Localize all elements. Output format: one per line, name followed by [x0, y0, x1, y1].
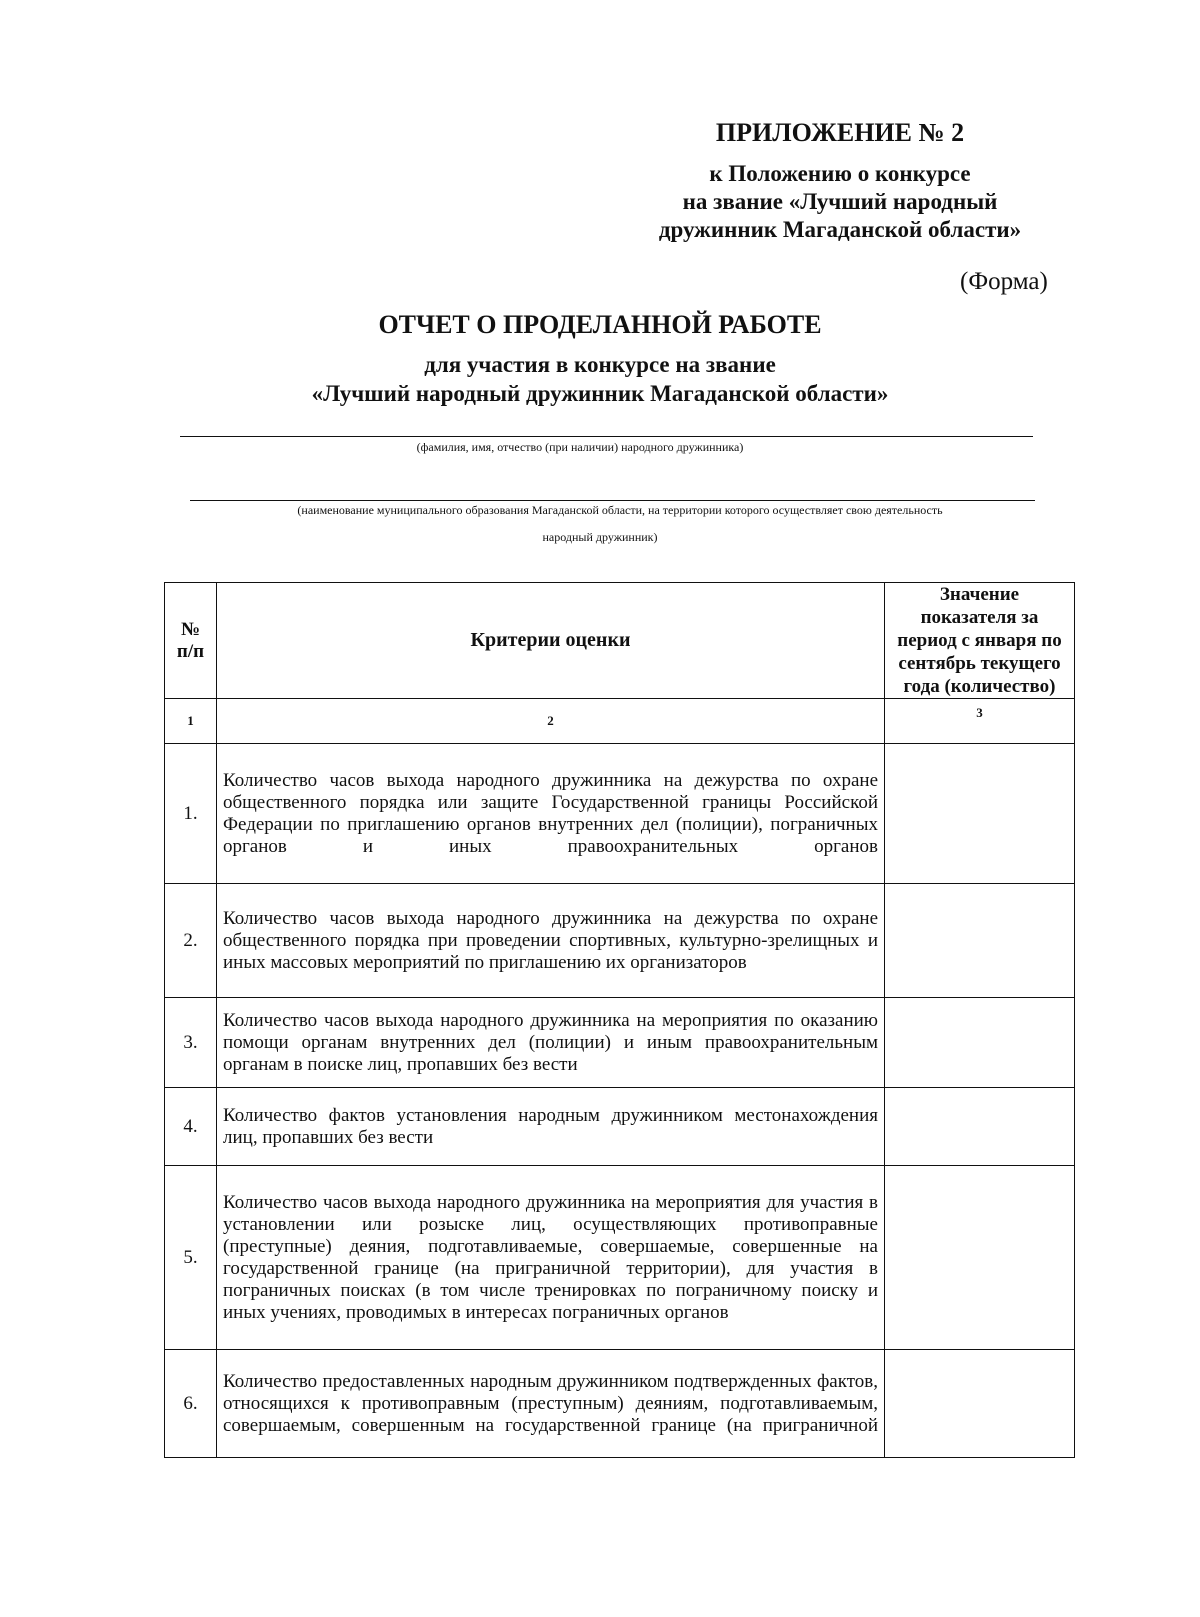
table-header-row [165, 583, 1075, 699]
row-criterion: Количество часов выхода народного дружинника на мероприятия для участия в установлении или розыске лиц, осуществляющих противоправные (преступные) деяния, подготавливаемые, совершаемые, совершенные на государственной границе (на приграничной территории), для участия в пограничных поисках (в том числе тренировках по пограничному поиску и иных учениях, проводимых в интересах пограничных органов [217, 1166, 885, 1350]
report-subtitle [200, 350, 1000, 408]
row-criterion: Количество предоставленных народным дружинником подтвержденных фактов, относящихся к противоправным (преступным) деяниям, подготавливаемым, совершаемым, совершенным на государственной границе (на приграничной [217, 1350, 885, 1458]
row-number: 5. [165, 1166, 217, 1350]
row-number: 3. [165, 998, 217, 1088]
row-criterion: Количество часов выхода народного дружинника на мероприятия по оказанию помощи органам внутренних дел (полиции) и иным правоохранительным органам в поиске лиц, пропавших без вести [217, 998, 885, 1088]
report-subtitle-line-2: «Лучший народный дружинник Магаданской области» [311, 381, 889, 406]
row-number: 4. [165, 1088, 217, 1166]
header-value: Значение показателя за период с января по сентябрь текущего года (количество) [885, 583, 1075, 699]
column-index-row [165, 699, 1075, 744]
row-number: 1. [165, 744, 217, 884]
row-criterion: Количество фактов установления народным дружинником местонахождения лиц, пропавших без вести [217, 1088, 885, 1166]
header-number-line-1: № [180, 618, 201, 640]
form-label: (Форма) [960, 268, 1048, 295]
table-row [165, 998, 1075, 1088]
municipality-caption-2: народный дружинник) [542, 530, 658, 544]
municipality-caption-1: (наименование муниципального образования Магаданской области, на территории которого осуществляет свою деятельность [297, 503, 943, 517]
appendix-line-2: на звание «Лучший народный [682, 189, 998, 214]
row-value-cell[interactable] [885, 998, 1075, 1088]
table-row [165, 1350, 1075, 1458]
appendix-title: ПРИЛОЖЕНИЕ № 2 [715, 118, 965, 147]
row-value-cell[interactable] [885, 1166, 1075, 1350]
row-number: 2. [165, 884, 217, 998]
report-title: ОТЧЕТ О ПРОДЕЛАННОЙ РАБОТЕ [378, 310, 822, 339]
row-number: 6. [165, 1350, 217, 1458]
table-row [165, 1088, 1075, 1166]
column-index-2: 2 [217, 699, 885, 744]
row-criterion: Количество часов выхода народного дружинника на дежурства по охране общественного порядка при проведении спортивных, культурно-зрелищных и иных массовых мероприятий по приглашению их организаторов [217, 884, 885, 998]
municipality-fill-line[interactable] [190, 500, 1035, 501]
name-fill-line[interactable] [180, 436, 1033, 437]
column-index-3: 3 [885, 699, 1075, 744]
appendix-line-1: к Положению о конкурсе [709, 161, 971, 186]
column-index-1: 1 [165, 699, 217, 744]
appendix-reference [590, 160, 1090, 244]
row-value-cell[interactable] [885, 1350, 1075, 1458]
header-criteria: Критерии оценки [217, 583, 885, 699]
table-row [165, 1166, 1075, 1350]
header-number [165, 583, 217, 699]
report-subtitle-line-1: для участия в конкурсе на звание [424, 352, 776, 377]
appendix-line-3: дружинник Магаданской области» [658, 217, 1022, 242]
row-criterion: Количество часов выхода народного дружинника на дежурства по охране общественного порядка или защите Государственной границы Российской Федерации по приглашению органов внутренних дел (полиции), пограничных органов и иных правоохранительных органов [217, 744, 885, 884]
criteria-table [164, 582, 1075, 1458]
table-row [165, 744, 1075, 884]
row-value-cell[interactable] [885, 884, 1075, 998]
row-value-cell[interactable] [885, 744, 1075, 884]
name-caption: (фамилия, имя, отчество (при наличии) народного дружинника) [416, 440, 744, 454]
row-value-cell[interactable] [885, 1088, 1075, 1166]
table-row [165, 884, 1075, 998]
header-number-line-2: п/п [176, 640, 205, 662]
